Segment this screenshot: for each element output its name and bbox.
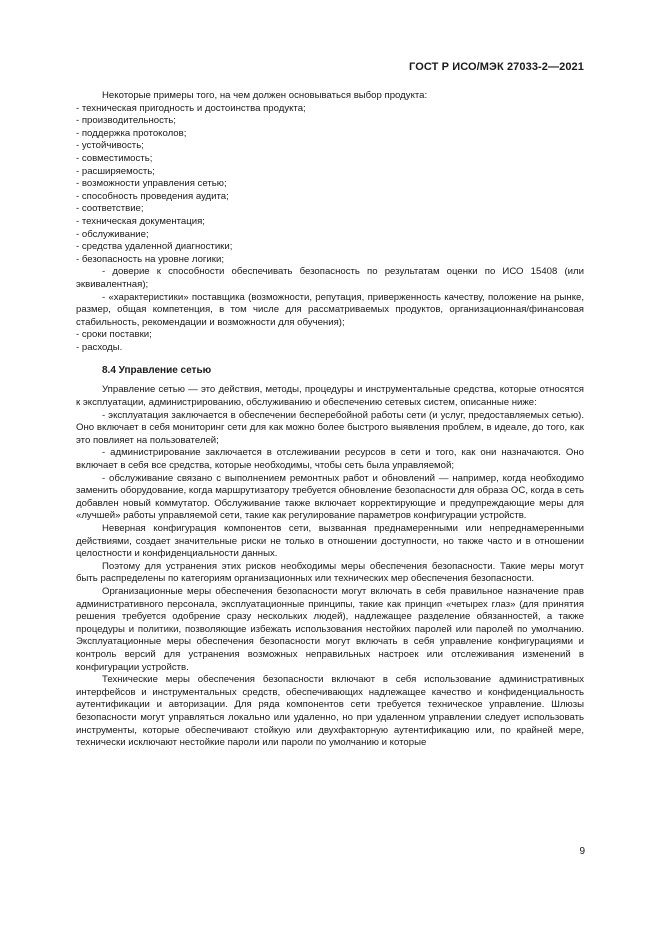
list-item: - техническая пригодность и достоинства продукта; <box>76 102 306 114</box>
body-paragraph: Поэтому для устранения этих рисков необходимы меры обеспечения безопасности. Такие меры могут быть распределены по категориям организационных или технических мер обеспечения безопасности. <box>76 560 584 585</box>
list-item: - способность проведения аудита; <box>76 190 229 202</box>
list-item: - средства удаленной диагностики; <box>76 241 233 253</box>
document-body <box>76 90 584 750</box>
intro-paragraph: Некоторые примеры того, на чем должен основываться выбор продукта: <box>102 90 428 101</box>
list-item: - соответствие; <box>76 203 144 215</box>
body-paragraph: - эксплуатация заключается в обеспечении бесперебойной работы сети (и услуг, предоставляемых сетью). Оно включает в себя мониторинг сети для как можно более быстрого выявления проблем, в идеале, до того, как это повлияет на пользователей; <box>76 409 584 446</box>
list-item: - техническая документация; <box>76 215 205 227</box>
list-item: - устойчивость; <box>76 140 144 152</box>
body-paragraph: Технические меры обеспечения безопасности включают в себя использование административных интерфейсов и инструментальных средств, обеспечивающих надлежащее качество и конфиденциальность аутентификации и авторизации. Для ряда компонентов сети требуется техническое управление. Шлюзы безопасности могут управляться локально или удаленно, но при удаленном управлении следует использовать инструменты, которые обеспечивают стойкую или двухфакторную аутентификацию или, по крайней мере, технически исключают нестойкие пароли или пароли по умолчанию и которые <box>76 674 584 749</box>
section-title: 8.4 Управление сетью <box>102 365 212 377</box>
page-number: 9 <box>579 846 585 857</box>
list-item: - расходы. <box>76 341 123 353</box>
document-code-header: ГОСТ Р ИСО/МЭК 27033-2—2021 <box>409 61 584 73</box>
body-paragraph: - обслуживание связано с выполнением ремонтных работ и обновлений — например, когда необходимо заменить оборудование, когда маршрутизатору требуется обновление безопасности для образа ОС, когда в сеть добавлен новый коммутатор. Обслуживание также включает корректирующие и предупреждающие меры для «лучшей» работы управляемой сети, такие как регулирование параметров конфигурации устройств. <box>76 472 584 522</box>
body-paragraph: - администрирование заключается в отслеживании ресурсов в сети и того, как они назначаются. Оно включает в себя все средства, которые необходимы, чтобы сеть была управляемой; <box>76 447 584 472</box>
list-item: - поддержка протоколов; <box>76 127 187 139</box>
body-paragraph: Организационные меры обеспечения безопасности могут включать в себя правильное назначение прав административного персонала, эксплуатационные принципы, такие как принцип «четырех глаз» (для принятия решения требуется одобрение сразу нескольких людей), надлежащее разделение обязанностей, а также процедуры и политики, позволяющие избежать использования нестойких паролей или паролей по умолчанию. Эксплуатационные меры обеспечения безопасности могут включать в себя управление конфигурациями и контроль версий для устранения возможных неправильных настроек или отслеживания изменений в конфигурации устройств. <box>76 585 584 673</box>
list-item: - совместимость; <box>76 152 153 164</box>
body-paragraph: Управление сетью — это действия, методы, процедуры и инструментальные средства, которые относятся к эксплуатации, администрированию, обслуживанию и обеспечению сетевых систем, описанные ниже: <box>76 384 584 409</box>
list-item: - производительность; <box>76 115 176 127</box>
body-paragraph: Неверная конфигурация компонентов сети, вызванная преднамеренными или непреднамеренными действиями, создает значительные риски не только в отношении доступности, но также часто и в отношении целостности и конфиденциальности данных. <box>76 523 584 560</box>
list-item: - расширяемость; <box>76 165 155 177</box>
list-item: - «характеристики» поставщика (возможности, репутация, приверженность качеству, положение на рынке, размер, общая компетенция, в том числе для рассматриваемых продуктов, организационная/финансовая стабильность, рекомендации и возможности для обучения); <box>76 291 584 328</box>
list-item: - обслуживание; <box>76 228 149 240</box>
list-item: - возможности управления сетью; <box>76 178 227 190</box>
list-item: - доверие к способности обеспечивать безопасность по результатам оценки по ИСО 15408 (или эквивалентная); <box>76 266 584 290</box>
list-item: - сроки поставки; <box>76 329 152 341</box>
list-item: - безопасность на уровне логики; <box>76 253 224 265</box>
